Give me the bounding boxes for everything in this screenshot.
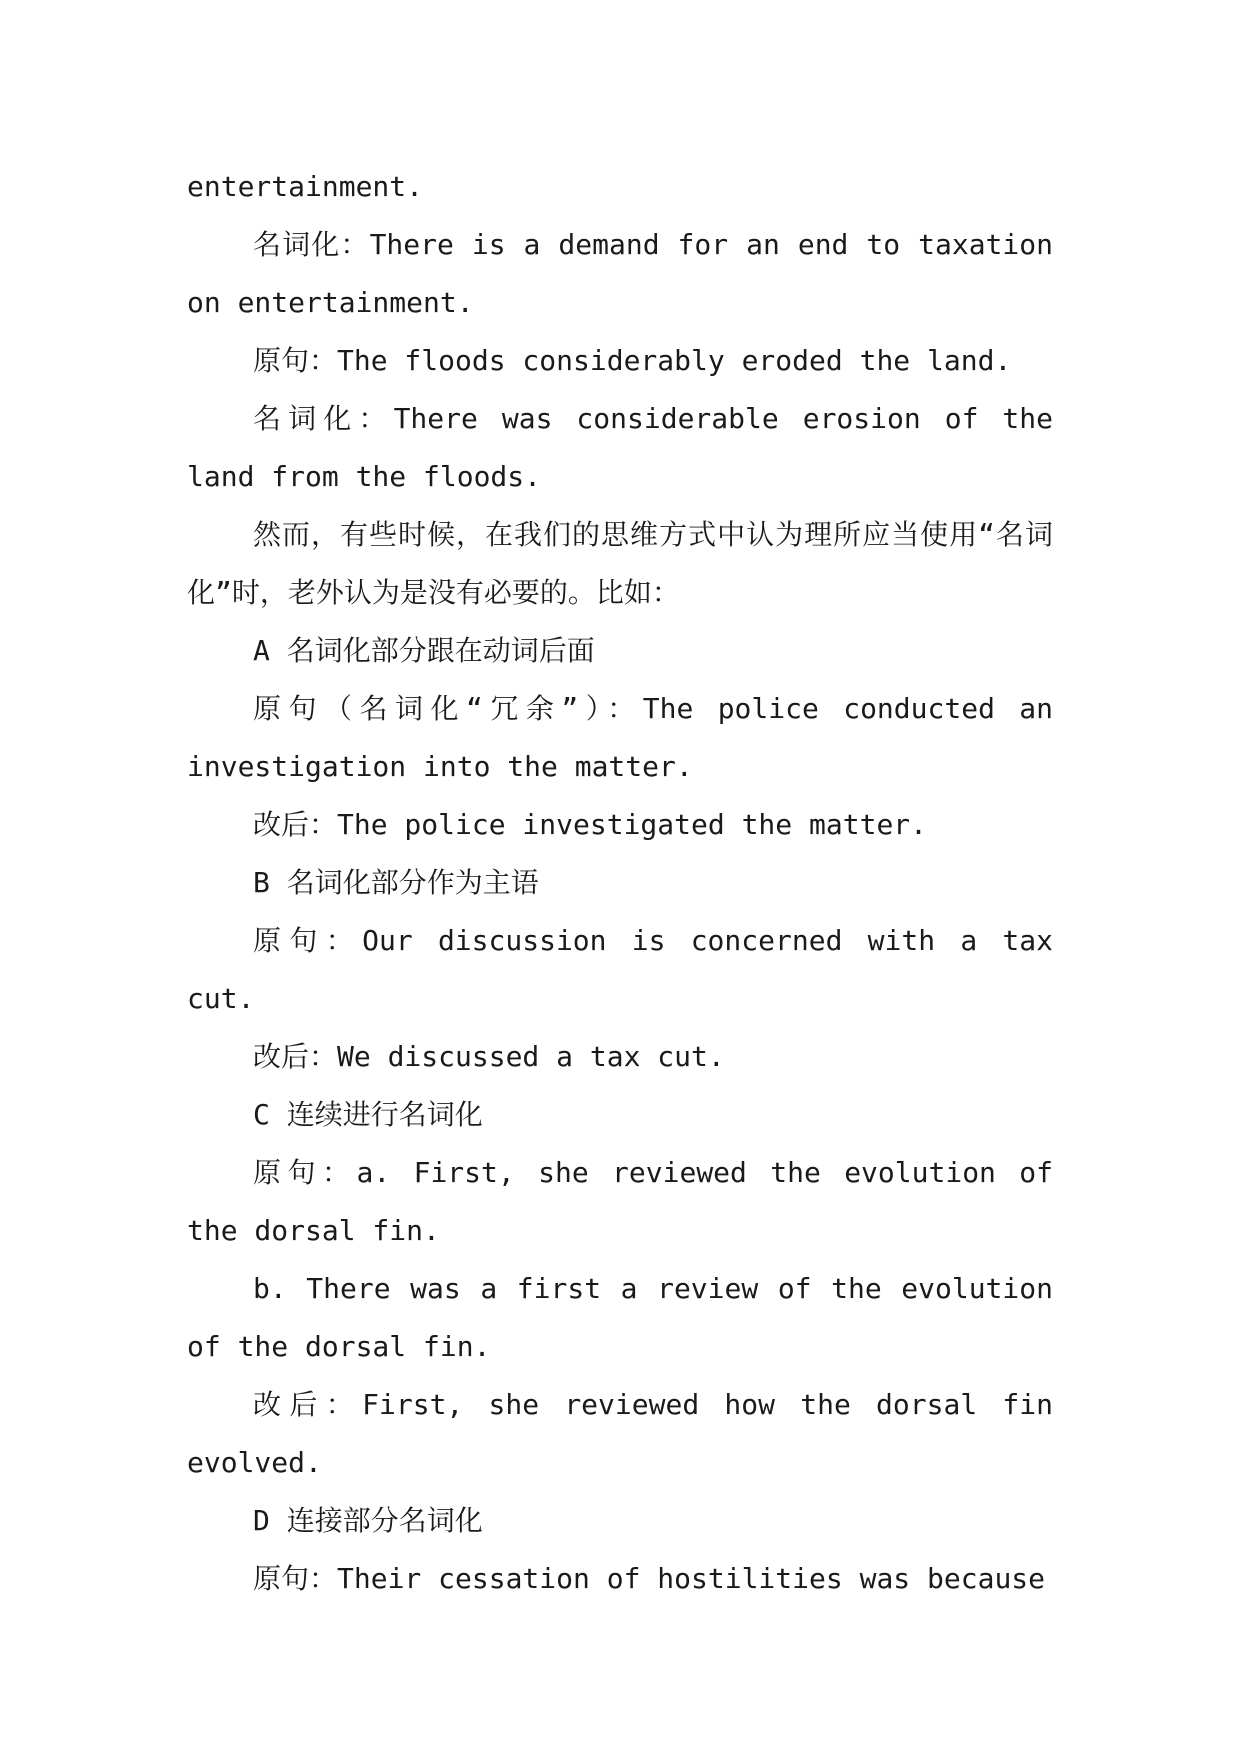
paragraph-revised-a: 改后：The police investigated the matter. bbox=[253, 808, 928, 841]
section-heading-b: B 名词化部分作为主语 bbox=[253, 866, 539, 899]
document-body bbox=[187, 158, 1053, 1608]
section-heading-d: D 连接部分名词化 bbox=[253, 1504, 483, 1537]
paragraph-original-c-b: b. There was a first a review of the evolution of the dorsal fin. bbox=[187, 1272, 1053, 1363]
paragraph-explanation: 然而，有些时候，在我们的思维方式中认为理所应当使用“名词化”时，老外认为是没有必要的。比如： bbox=[187, 518, 1053, 609]
section-heading-c: C 连续进行名词化 bbox=[253, 1098, 483, 1131]
paragraph-nominalized-example-2: 名词化：There was considerable erosion of the land from the floods. bbox=[187, 402, 1053, 493]
paragraph-revised-b: 改后：We discussed a tax cut. bbox=[253, 1040, 725, 1073]
paragraph-original-a: 原句（名词化“冗余”）：The police conducted an investigation into the matter. bbox=[187, 692, 1053, 783]
paragraph-revised-c: 改后：First, she reviewed how the dorsal fin evolved. bbox=[187, 1388, 1053, 1479]
paragraph-original-b: 原句：Our discussion is concerned with a tax cut. bbox=[187, 924, 1053, 1015]
paragraph-original-example-2: 原句：The floods considerably eroded the land. bbox=[253, 344, 1012, 377]
section-heading-a: A 名词化部分跟在动词后面 bbox=[253, 634, 595, 667]
paragraph-nominalized-example-1: 名词化：There is a demand for an end to taxation on entertainment. bbox=[187, 228, 1053, 319]
paragraph-original-c-a: 原句：a. First, she reviewed the evolution of the dorsal fin. bbox=[187, 1156, 1053, 1247]
paragraph-continuation: entertainment. bbox=[187, 170, 424, 203]
paragraph-original-d: 原句：Their cessation of hostilities was because bbox=[253, 1562, 1046, 1595]
